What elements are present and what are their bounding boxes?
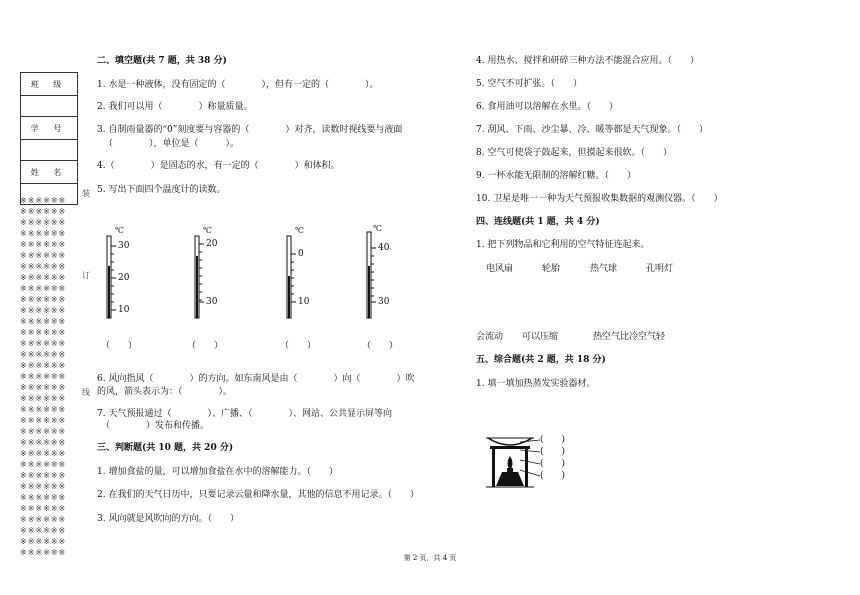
binding-star-row: ※※※※※※ xyxy=(20,405,67,414)
thermometer-1-bottom: 10 xyxy=(118,305,130,315)
student-id-label: 学 号 xyxy=(21,117,78,140)
judge-q6: 6. 食用油可以溶解在水里。（ ） xyxy=(476,102,618,112)
thermometer-4-bottom: 30 xyxy=(378,297,390,307)
thermometer-3-answer: （ ） xyxy=(280,341,317,351)
judge-q1: 1. 增加食盐的量，可以增加食盐在水中的溶解能力。（ ） xyxy=(97,467,338,477)
student-info-table xyxy=(20,72,78,205)
binding-star-row: ※※※※※※ xyxy=(20,207,67,216)
fill-q6-line1: 6. 风向指风（ ）的方向。如东南风是由（ ）向（ ）吹 xyxy=(97,374,415,384)
binding-star-row: ※※※※※※ xyxy=(20,273,67,282)
binding-star-row: ※※※※※※ xyxy=(20,449,67,458)
binding-star-row: ※※※※※※ xyxy=(20,339,67,348)
fill-q7-line2: （ ）发布和传播。 xyxy=(101,421,210,431)
judge-q8: 8. 空气可使袋子鼓起来，但摸起来很软。（ ） xyxy=(476,148,672,158)
binding-star-row: ※※※※※※ xyxy=(20,416,67,425)
synth-q1: 1. 填一填加热蒸发实验器材。 xyxy=(476,379,596,389)
connect-item-balloon: 热气球 xyxy=(590,264,618,274)
thermometer-1 xyxy=(97,226,157,326)
class-field[interactable] xyxy=(21,96,78,117)
binding-star-row: ※※※※※※ xyxy=(20,394,67,403)
binding-mark-zhuang: 装 xyxy=(82,189,90,198)
thermometer-1-top: 30 xyxy=(118,241,130,251)
binding-star-row: ※※※※※※ xyxy=(20,427,67,436)
class-label: 班 级 xyxy=(21,73,78,96)
name-label: 姓 名 xyxy=(21,161,78,184)
thermometer-2-top: 20 xyxy=(206,239,218,249)
fill-q3-line1: 3. 自制雨量器的“0”刻度要与容器的（ ）对齐，读数时视线要与液面 xyxy=(97,125,403,135)
connect-feature-hot-air: 热空气比冷空气轻 xyxy=(593,332,666,342)
judge-q3: 3. 风向就是风吹向的方向。（ ） xyxy=(97,514,239,524)
binding-star-row: ※※※※※※ xyxy=(20,526,67,535)
judge-q9: 9. 一杯水能无限制的溶解红糖。（ ） xyxy=(476,171,636,181)
page-footer: 第 2 页，共 4 页 xyxy=(403,554,457,562)
binding-star-row: ※※※※※※ xyxy=(20,493,67,502)
apparatus-leader-lines xyxy=(520,436,542,478)
fill-q2: 2. 我们可以用（ ）称量质量。 xyxy=(97,102,253,112)
binding-star-row: ※※※※※※ xyxy=(20,460,67,469)
judge-q2: 2. 在我们的天气日历中，只要记录云量和降水量，其他的信息不用记录。（ ） xyxy=(97,490,419,500)
binding-star-row: ※※※※※※ xyxy=(20,537,67,546)
student-id-field[interactable] xyxy=(21,140,78,161)
connect-item-fan: 电风扇 xyxy=(486,264,514,274)
judge-q7: 7. 刮风、下雨、沙尘暴、冷、暖等都是天气现象。（ ） xyxy=(476,125,708,135)
thermometer-2 xyxy=(185,226,245,326)
section-connect-heading: 四、连线题(共 1 题，共 4 分) xyxy=(476,217,600,227)
binding-star-row: ※※※※※※ xyxy=(20,306,67,315)
apparatus-blank-2: ( ) xyxy=(540,447,566,457)
fill-q6-line2: 的风，箭头表示为：（ ）。 xyxy=(97,387,233,397)
connect-item-lantern: 孔明灯 xyxy=(646,264,674,274)
thermometer-2-answer: （ ） xyxy=(187,341,224,351)
judge-q4: 4. 用热水、搅拌和研碎三种方法不能混合应用。（ ） xyxy=(476,56,699,66)
binding-mark-ding: 订 xyxy=(82,271,90,280)
thermometer-4 xyxy=(357,226,417,326)
binding-star-row: ※※※※※※ xyxy=(20,251,67,260)
thermometer-3 xyxy=(277,226,337,326)
thermometer-3-bottom: 10 xyxy=(298,297,310,307)
thermometer-3-drawing xyxy=(277,226,337,326)
thermometer-4-drawing xyxy=(357,226,417,326)
apparatus-blank-4: ( ) xyxy=(540,471,566,481)
binding-star-row: ※※※※※※ xyxy=(20,284,67,293)
judge-q10: 10. 卫星是唯一一种为天气预报收集数据的观测仪器。（ ） xyxy=(476,194,723,204)
connect-feature-flow: 会流动 xyxy=(476,332,504,342)
thermometer-group xyxy=(97,226,437,336)
binding-star-row: ※※※※※※ xyxy=(20,218,67,227)
thermometer-1-unit: ℃ xyxy=(115,226,124,235)
thermometer-2-unit: ℃ xyxy=(203,226,212,235)
apparatus-blank-3: ( ) xyxy=(540,459,566,469)
binding-star-row: ※※※※※※ xyxy=(20,482,67,491)
section-synth-heading: 五、综合题(共 2 题，共 18 分) xyxy=(476,355,606,365)
fill-q3-line2: （ ），单位是（ ）。 xyxy=(104,139,240,149)
section-judge-heading: 三、判断题(共 10 题，共 20 分) xyxy=(97,443,234,453)
fill-q4: 4.（ ）是固态的水，有一定的（ ）和体积。 xyxy=(97,161,340,171)
binding-star-row: ※※※※※※ xyxy=(20,383,67,392)
binding-star-row: ※※※※※※ xyxy=(20,548,67,557)
thermometer-4-answer: （ ） xyxy=(362,341,399,351)
binding-star-row: ※※※※※※ xyxy=(20,317,67,326)
thermometer-4-top: 40 xyxy=(378,243,390,253)
thermometer-4-unit: ℃ xyxy=(373,224,382,233)
thermometer-1-answer: （ ） xyxy=(101,341,138,351)
binding-star-row: ※※※※※※ xyxy=(20,504,67,513)
section-fill-heading: 二、填空题(共 7 题，共 38 分) xyxy=(97,56,227,66)
binding-star-row: ※※※※※※ xyxy=(20,438,67,447)
binding-star-row: ※※※※※※ xyxy=(20,515,67,524)
thermometer-1-mid: 20 xyxy=(118,273,130,283)
fill-q7-line1: 7. 天气预报通过（ ）、广播、（ ）、网站、公共显示屏等向 xyxy=(97,409,392,419)
binding-star-row: ※※※※※※ xyxy=(20,372,67,381)
binding-star-row: ※※※※※※ xyxy=(20,350,67,359)
binding-star-row: ※※※※※※ xyxy=(20,471,67,480)
fill-q5: 5. 写出下面四个温度计的读数。 xyxy=(97,185,226,195)
binding-star-row: ※※※※※※ xyxy=(20,328,67,337)
thermometer-2-bottom: 30 xyxy=(206,297,218,307)
binding-mark-xian: 线 xyxy=(82,388,90,397)
judge-q5: 5. 空气不可扩张。（ ） xyxy=(476,79,582,89)
connect-item-tire: 轮胎 xyxy=(542,264,561,274)
connect-feature-compress: 可以压缩 xyxy=(522,332,559,342)
binding-stars xyxy=(20,195,80,558)
thermometer-3-unit: ℃ xyxy=(295,226,304,235)
fill-q1: 1. 水是一种液体，没有固定的（ ），但有一定的（ ）。 xyxy=(97,80,379,90)
binding-star-row: ※※※※※※ xyxy=(20,196,67,205)
binding-star-row: ※※※※※※ xyxy=(20,262,67,271)
binding-star-row: ※※※※※※ xyxy=(20,229,67,238)
binding-star-row: ※※※※※※ xyxy=(20,295,67,304)
connect-q1: 1. 把下列物品和它利用的空气特征连起来。 xyxy=(476,240,650,250)
binding-star-row: ※※※※※※ xyxy=(20,240,67,249)
binding-star-row: ※※※※※※ xyxy=(20,361,67,370)
thermometer-3-top: 0 xyxy=(298,249,304,259)
apparatus-blank-1: ( ) xyxy=(540,435,566,445)
